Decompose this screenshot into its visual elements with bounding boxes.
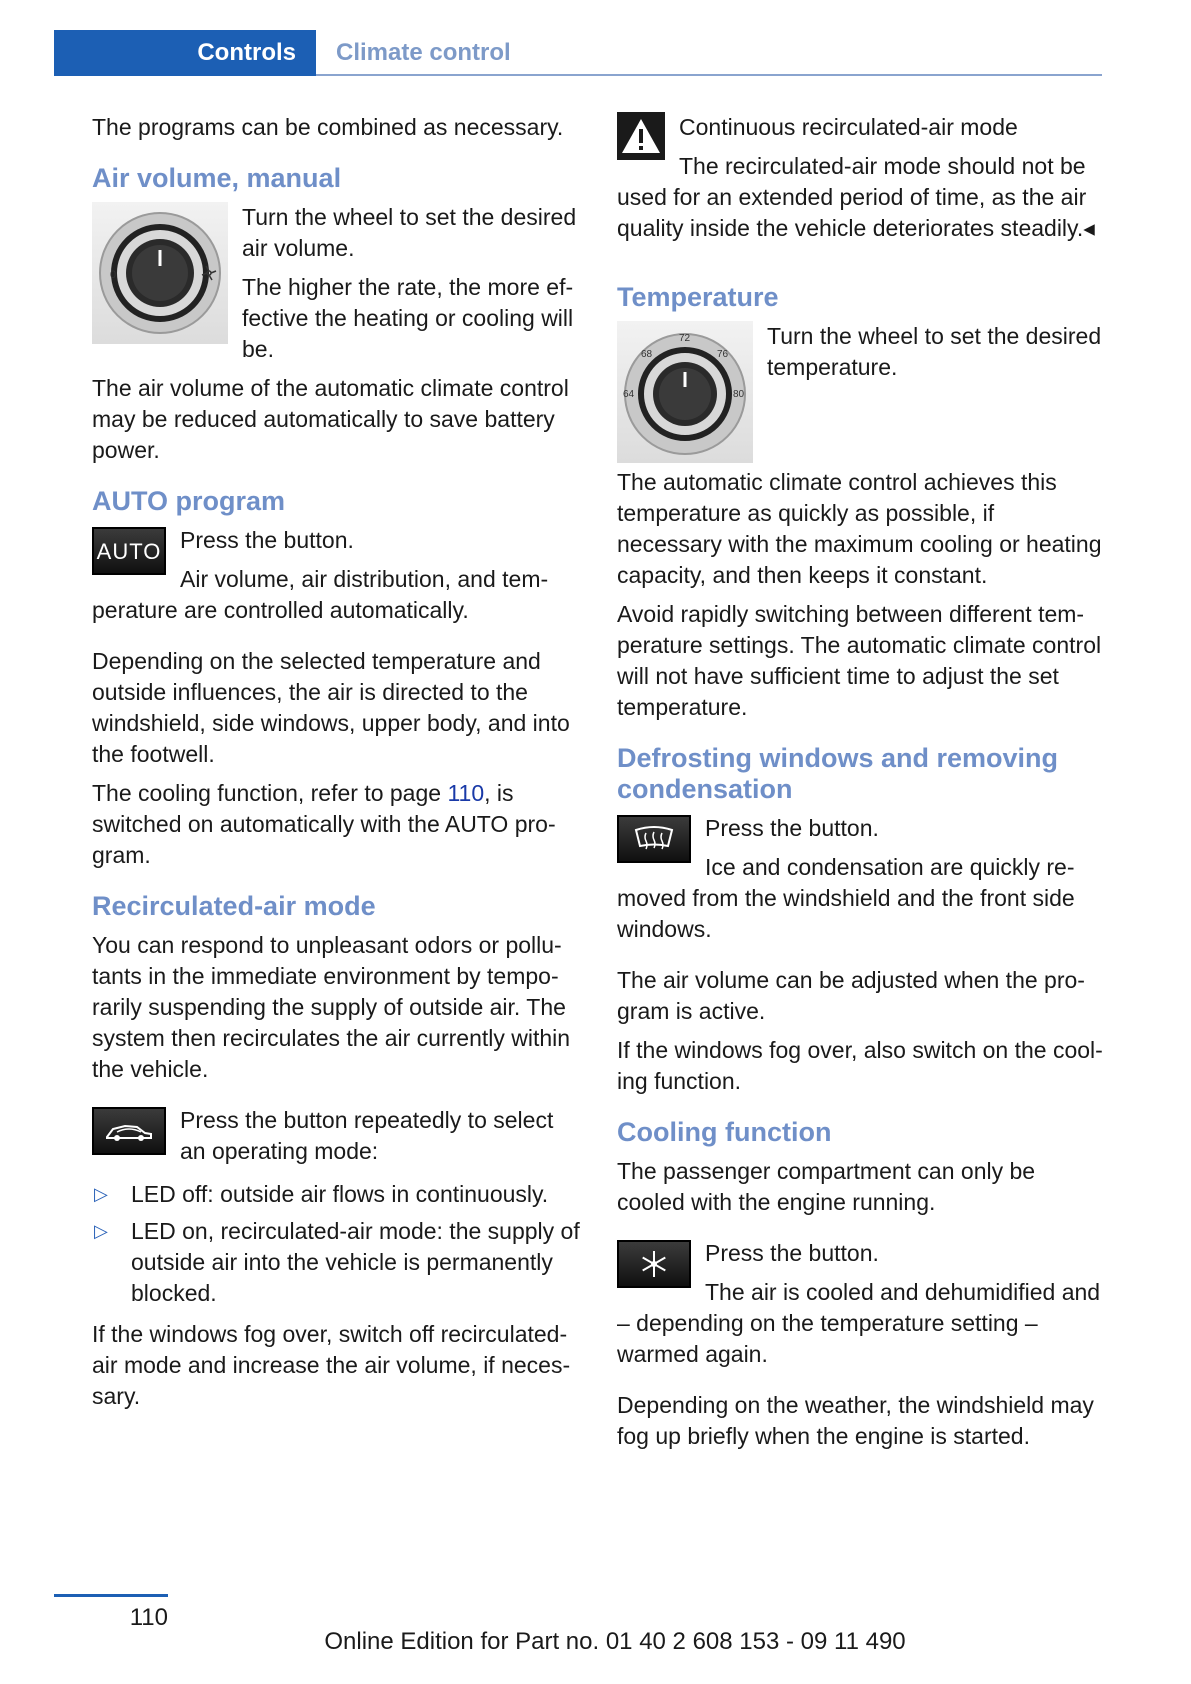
page-number: 110 — [129, 1604, 168, 1631]
knob-min-label: 0 — [110, 269, 117, 281]
air-volume-block — [92, 202, 582, 373]
temperature-text-3: Avoid rapidly switching between different tem-perature settings. The automatic climate control will not have sufficient time to adjust the set temperature. — [617, 601, 1102, 720]
list-item-text: LED on, recirculated-air mode: the supply of outside air into the vehicle is permanently blocked. — [131, 1218, 580, 1306]
recirc-text-1: You can respond to unpleasant odors or pollu-tants in the immediate environment by tempo-rarily suspending the supply of outside air. The system then recirculates the air currently within the vehicle. — [92, 932, 571, 1082]
heading-auto-program: AUTO program — [92, 486, 286, 516]
bullet-triangle-icon: ▷ — [94, 1221, 108, 1241]
page-link-110[interactable]: 110 — [447, 780, 485, 806]
temperature-block — [617, 321, 1103, 467]
recirc-button-image — [92, 1107, 166, 1155]
heading-air-volume: Air volume, manual — [92, 163, 342, 193]
heading-cooling: Cooling function — [617, 1117, 832, 1147]
auto-text-4-start: The cooling function, refer to page — [92, 780, 448, 806]
warning-title: Continuous recirculated-air mode — [679, 114, 1018, 140]
recirc-block — [92, 1105, 582, 1175]
warning-icon — [617, 112, 665, 160]
defrost-button-image — [617, 815, 691, 863]
air-volume-text-2: The higher the rate, the more ef-fective the heating or cooling will be. — [242, 274, 574, 362]
temperature-text-1: Turn the wheel to set the desired temperature. — [767, 323, 1102, 380]
right-column — [617, 112, 1103, 1460]
air-volume-text-3: The air volume of the automatic climate control may be reduced automatically to save battery power. — [92, 375, 569, 463]
header-section-controls: Controls — [54, 30, 316, 76]
auto-text-2: Air volume, air distribution, and tem-perature are controlled automatically. — [92, 566, 549, 623]
cooling-text-3: The air is cooled and dehumidified and – depending on the temperature setting – warmed again. — [617, 1279, 1101, 1367]
auto-text-4-end: , is switched on automatically with the AUTO pro-gram. — [92, 780, 556, 868]
recirculation-car-icon — [101, 1117, 157, 1145]
defrost-text-4: If the windows fog over, also switch on the cool-ing function. — [617, 1037, 1103, 1094]
list-item-text: LED off: outside air flows in continuously. — [131, 1181, 549, 1207]
page-header — [54, 30, 1102, 76]
defrost-text-2: Ice and condensation are quickly re-moved from the windshield and the front side windows. — [617, 854, 1075, 942]
dial-label-64: 64 — [623, 389, 635, 400]
recirc-text-3: If the windows fog over, switch off recirculated-air mode and increase the air volume, if neces-sary. — [92, 1321, 571, 1409]
edition-note: Online Edition for Part no. 01 40 2 608 153 - 09 11 490 — [324, 1628, 906, 1655]
list-item — [92, 1216, 582, 1309]
defrost-block — [617, 813, 1103, 965]
heading-defrost: Defrosting windows and removing condensation — [617, 743, 1059, 804]
intro-text: The programs can be combined as necessary. — [92, 114, 564, 140]
footer-rule — [54, 1594, 168, 1597]
dial-label-68: 68 — [641, 349, 653, 360]
temperature-dial-icon — [617, 321, 753, 463]
windshield-defrost-icon — [632, 824, 676, 854]
air-volume-knob-image — [92, 202, 228, 344]
cooling-block — [617, 1238, 1103, 1390]
auto-text-3: Depending on the selected temperature and outside influences, the air is directed to the windshield, side windows, upper body, and into the footwell. — [92, 648, 570, 767]
left-column — [92, 112, 582, 1420]
recirc-mode-list — [92, 1179, 582, 1309]
warning-text: The recirculated-air mode should not be used for an extended period of time, as the air quality inside the vehicle deteriorates steadily.◂ — [617, 153, 1095, 241]
fan-knob-icon — [92, 202, 228, 344]
dial-label-72: 72 — [679, 333, 691, 344]
header-chapter-climate-control: Climate control — [336, 39, 511, 66]
temperature-text-2: The automatic climate control achieves this temperature as quickly as possible, if necessary with the maximum cooling or heating capacity, and then keeps it constant. — [617, 469, 1102, 588]
snowflake-icon — [638, 1248, 670, 1280]
auto-block — [92, 525, 582, 646]
defrost-text-3: The air volume can be adjusted when the pro-gram is active. — [617, 967, 1085, 1024]
bullet-triangle-icon: ▷ — [94, 1184, 108, 1204]
dial-label-80: 80 — [733, 389, 745, 400]
cooling-text-4: Depending on the weather, the windshield may fog up briefly when the engine is started. — [617, 1392, 1094, 1449]
temperature-knob-image — [617, 321, 753, 463]
heading-recirculated-air: Recirculated-air mode — [92, 891, 376, 921]
cooling-text-1: The passenger compartment can only be cooled with the engine running. — [617, 1158, 1036, 1215]
cooling-text-2: Press the button. — [705, 1240, 879, 1266]
auto-button-image: AUTO — [92, 527, 166, 575]
recirc-text-2: Press the button repeatedly to select an operating mode: — [180, 1107, 554, 1164]
auto-text-1: Press the button. — [180, 527, 354, 553]
list-item — [92, 1179, 582, 1210]
heading-temperature: Temperature — [617, 282, 779, 312]
defrost-text-1: Press the button. — [705, 815, 879, 841]
cooling-button-image — [617, 1240, 691, 1288]
warning-block — [617, 112, 1103, 264]
dial-label-76: 76 — [717, 349, 729, 360]
air-volume-text-1: Turn the wheel to set the desired air volume. — [242, 204, 577, 261]
header-rule — [316, 74, 1102, 76]
auto-text-4 — [92, 778, 582, 871]
